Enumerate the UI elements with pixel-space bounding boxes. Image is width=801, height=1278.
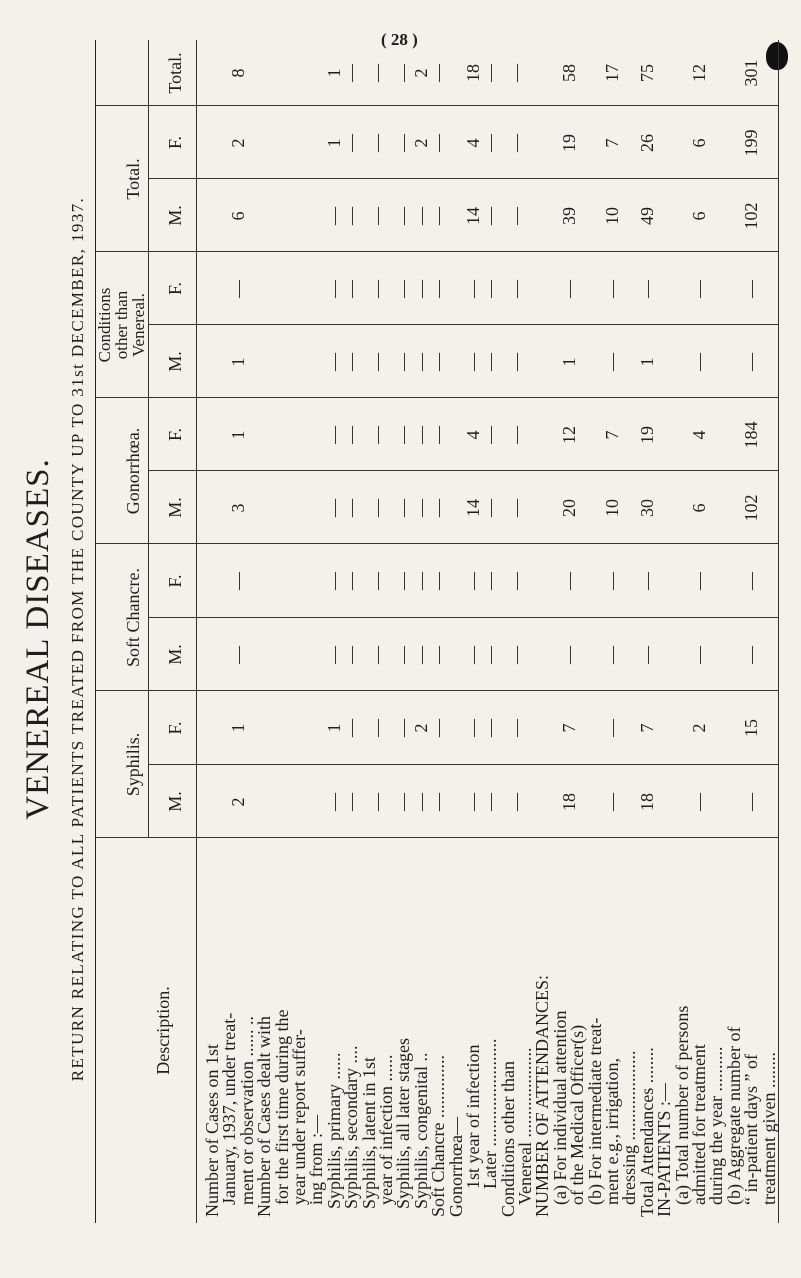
table-cell: — [410, 793, 431, 811]
table-cell: 14 [462, 207, 483, 225]
table-cell: 2 [410, 68, 431, 78]
table-cell: — [410, 646, 431, 664]
table-cell: 58 [558, 64, 579, 82]
table-cell: 184 [741, 421, 762, 449]
table-cell: — [741, 353, 762, 371]
table-cell: 102 [741, 202, 762, 230]
header-conditions-2: other than [112, 290, 131, 360]
table-cell: — [367, 280, 388, 298]
table-cell: — [410, 207, 431, 225]
description-line: (b) Aggregate number of [723, 1026, 744, 1205]
table-cell: — [393, 572, 414, 590]
table-cell: — [410, 572, 431, 590]
table-cell: 6 [689, 138, 710, 148]
table-cell: — [323, 280, 344, 298]
table-cell: 1 [228, 723, 249, 733]
table-cell: 12 [689, 64, 710, 82]
table-cell: — [410, 280, 431, 298]
table-cell: — [462, 353, 483, 371]
header-soft-chancre-m: M. [165, 644, 185, 665]
table-cell: 39 [558, 207, 579, 225]
table-cell: — [428, 719, 449, 737]
description-line: during the year .......... [706, 1046, 727, 1205]
col-rule [96, 105, 778, 106]
description-line: year of infection ...... [375, 1054, 396, 1205]
table-cell: — [393, 353, 414, 371]
table-cell: — [341, 207, 362, 225]
description-line: Syphilis, latent in 1st [358, 1056, 379, 1209]
bottom-rule [778, 40, 779, 1223]
table-cell: — [689, 793, 710, 811]
table-cell: — [323, 646, 344, 664]
table-cell: — [558, 572, 579, 590]
description-line: of the Medical Officer(s) [567, 1024, 588, 1205]
table-cell: 75 [636, 64, 657, 82]
col-rule [96, 690, 778, 691]
table-cell: 18 [558, 793, 579, 811]
table-cell: 7 [558, 723, 579, 733]
table-cell: — [393, 793, 414, 811]
table-cell: 4 [462, 430, 483, 440]
table-cell: — [341, 793, 362, 811]
description-line: Venereal .................... [515, 1047, 536, 1205]
table-cell: — [367, 353, 388, 371]
table-cell: — [558, 646, 579, 664]
table-cell: — [689, 572, 710, 590]
table-cell: — [636, 572, 657, 590]
description-line: for the first time during the [271, 1009, 292, 1205]
table-cell: 199 [741, 129, 762, 157]
description-line: Soft Chancre .............. [428, 1055, 449, 1217]
table-cell: 2 [410, 723, 431, 733]
table-cell: — [428, 353, 449, 371]
table-cell: — [428, 793, 449, 811]
description-line: Syphilis, secondary .... [341, 1045, 362, 1209]
description-line: (a) For individual attention [549, 1010, 570, 1205]
header-total: Total. [165, 52, 185, 94]
table-cell: 17 [602, 64, 623, 82]
header-syphilis-m: M. [165, 791, 185, 812]
table-cell: — [602, 280, 623, 298]
header-total-group: Total. [123, 158, 143, 200]
page-number: ( 28 ) [381, 30, 418, 49]
venereal-return-table [95, 40, 781, 1223]
table-cell: — [462, 572, 483, 590]
table-cell: — [323, 499, 344, 517]
table-cell: — [428, 280, 449, 298]
table-cell: 2 [410, 138, 431, 148]
table-cell: — [367, 646, 388, 664]
table-cell: 12 [558, 426, 579, 444]
table-cell: 7 [602, 138, 623, 148]
table-cell: 19 [558, 134, 579, 152]
col-rule [148, 764, 778, 765]
table-cell: — [393, 64, 414, 82]
table-cell: 3 [228, 503, 249, 513]
table-cell: 10 [602, 499, 623, 517]
header-syphilis: Syphilis. [123, 732, 143, 797]
table-cell: 1 [323, 723, 344, 733]
table-cell: — [636, 646, 657, 664]
table-cell: — [341, 64, 362, 82]
header-soft-chancre-f: F. [165, 574, 185, 588]
table-cell: — [341, 646, 362, 664]
table-cell: — [741, 280, 762, 298]
description-line: ing from :— [306, 1115, 327, 1205]
table-cell: 10 [602, 207, 623, 225]
table-cell: — [367, 207, 388, 225]
header-conditions-m: M. [165, 351, 185, 372]
table-cell: — [367, 572, 388, 590]
col-rule [148, 617, 778, 618]
table-cell: 6 [228, 211, 249, 221]
header-conditions-f: F. [165, 281, 185, 296]
table-cell: 4 [689, 430, 710, 440]
table-cell: 26 [636, 134, 657, 152]
table-cell: — [323, 207, 344, 225]
table-cell: — [393, 426, 414, 444]
table-cell: — [341, 426, 362, 444]
table-cell: — [367, 134, 388, 152]
table-cell: 4 [462, 138, 483, 148]
table-cell: — [393, 280, 414, 298]
table-cell: — [689, 353, 710, 371]
table-cell: — [506, 719, 527, 737]
page-title: VENEREAL DISEASES. [20, 458, 56, 820]
table-cell: — [228, 646, 249, 664]
table-cell: 15 [741, 719, 762, 737]
description-line: Conditions other than [497, 1061, 518, 1217]
description-line: Later ........................ [480, 1038, 501, 1189]
table-cell: 30 [636, 499, 657, 517]
header-syphilis-f: F. [165, 721, 185, 735]
description-line: year under report suffer- [288, 1029, 309, 1205]
table-cell: 2 [228, 797, 249, 807]
description-line: Syphilis, all later stages [393, 1038, 414, 1209]
table-cell: — [689, 646, 710, 664]
table-cell: — [323, 572, 344, 590]
table-cell: 18 [636, 793, 657, 811]
table-cell: — [506, 207, 527, 225]
table-cell: 1 [228, 430, 249, 440]
table-cell: — [323, 793, 344, 811]
table-cell: — [393, 499, 414, 517]
header-gonorrhoea: Gonorrhœa. [123, 427, 143, 515]
header-rule [196, 40, 197, 1223]
table-cell: — [741, 793, 762, 811]
table-cell: 6 [689, 503, 710, 513]
table-cell: — [480, 280, 501, 298]
table-cell: 20 [558, 499, 579, 517]
table-cell: 49 [636, 207, 657, 225]
table-cell: — [323, 353, 344, 371]
table-cell: — [462, 646, 483, 664]
table-cell: — [480, 793, 501, 811]
table-cell: — [428, 64, 449, 82]
col-rule [96, 397, 778, 398]
table-cell: — [367, 64, 388, 82]
table-cell: 1 [323, 138, 344, 148]
description-line: ment or observation ...... .. [236, 1016, 257, 1205]
table-cell: — [506, 353, 527, 371]
table-cell: — [506, 572, 527, 590]
col-rule [148, 178, 778, 179]
table-cell: — [480, 64, 501, 82]
table-cell: — [741, 646, 762, 664]
table-cell: — [558, 280, 579, 298]
table-cell: — [602, 572, 623, 590]
header-description: Description. [153, 986, 173, 1075]
description-line: Number of Cases on 1st [202, 1044, 222, 1217]
table-cell: — [410, 426, 431, 444]
table-cell: 2 [228, 138, 249, 148]
header-conditions-3: Venereal. [129, 293, 148, 357]
description-line: January, 1937, under treat- [219, 1012, 240, 1205]
table-cell: — [602, 353, 623, 371]
table-cell: 7 [602, 430, 623, 440]
description-line: Syphilis, primary ...... [323, 1052, 344, 1209]
table-cell: — [393, 134, 414, 152]
table-cell: — [341, 134, 362, 152]
description-line: “ in-patient days ” of [741, 1054, 762, 1205]
table-cell: — [506, 499, 527, 517]
table-cell: — [506, 426, 527, 444]
table-cell: 1 [636, 357, 657, 367]
table-cell: 14 [462, 499, 483, 517]
table-cell: — [393, 719, 414, 737]
col-rule [96, 837, 778, 838]
description-line: (a) Total number of persons [671, 1005, 692, 1205]
description-line: IN-PATIENTS :— [654, 1083, 675, 1217]
table-cell: — [506, 793, 527, 811]
col-rule [148, 470, 778, 471]
table-cell: — [506, 64, 527, 82]
table-cell: — [506, 280, 527, 298]
description-line: treatment given ........ [758, 1052, 779, 1205]
table-cell: 102 [741, 494, 762, 522]
table-cell: — [428, 499, 449, 517]
table-cell: — [741, 572, 762, 590]
table-cell: 18 [462, 64, 483, 82]
page-subtitle: RETURN RELATING TO ALL PATIENTS TREATED FROM THE COUNTY UP TO 31st DECEMBER, 1937. [68, 196, 87, 1082]
table-cell: 1 [558, 357, 579, 367]
description-line: NUMBER OF ATTENDANCES: [532, 974, 553, 1217]
table-cell: — [480, 353, 501, 371]
col-rule [96, 543, 778, 544]
table-cell: 6 [689, 211, 710, 221]
header-gonorrhoea-m: M. [165, 497, 185, 518]
description-line: (b) For intermediate treat- [584, 1017, 605, 1205]
table-cell: — [410, 499, 431, 517]
table-cell: — [480, 572, 501, 590]
table-cell: — [367, 719, 388, 737]
table-cell: — [462, 280, 483, 298]
description-line: Syphilis, congenital .. [410, 1052, 431, 1209]
table-cell: — [410, 353, 431, 371]
table-cell: — [506, 134, 527, 152]
col-rule [148, 324, 778, 325]
table-cell: — [602, 719, 623, 737]
table-cell: — [228, 572, 249, 590]
table-cell: — [428, 134, 449, 152]
table-cell: — [480, 134, 501, 152]
table-cell: — [367, 793, 388, 811]
table-cell: 19 [636, 426, 657, 444]
table-cell: — [462, 793, 483, 811]
header-soft-chancre: Soft Chancre. [123, 568, 143, 667]
description-line: Total Attendances ........ [636, 1047, 657, 1217]
table-cell: — [341, 719, 362, 737]
description-line: 1st year of infection [462, 1044, 483, 1189]
subheader-rule [148, 40, 149, 838]
table-cell: 1 [323, 68, 344, 78]
table-cell: — [341, 499, 362, 517]
table-cell: 8 [228, 68, 249, 78]
table-cell: — [480, 426, 501, 444]
table-cell: — [367, 499, 388, 517]
table-cell: — [602, 646, 623, 664]
table-cell: — [689, 280, 710, 298]
col-rule [96, 251, 778, 252]
table-cell: — [341, 353, 362, 371]
table-cell: — [480, 719, 501, 737]
table-cell: — [428, 572, 449, 590]
table-cell: — [428, 646, 449, 664]
table-cell: 1 [228, 357, 249, 367]
table-cell: — [323, 426, 344, 444]
table-cell: — [367, 426, 388, 444]
table-cell: 301 [741, 59, 762, 87]
header-gonorrhoea-f: F. [165, 427, 185, 442]
header-total-m: M. [165, 205, 185, 226]
table-cell: — [480, 207, 501, 225]
description-line: Number of Cases dealt with [254, 1016, 275, 1217]
description-line: dressing .................... [619, 1050, 640, 1205]
table-cell: — [506, 646, 527, 664]
table-cell: — [602, 793, 623, 811]
table-cell: — [393, 646, 414, 664]
table-cell: — [393, 207, 414, 225]
table-cell: — [428, 426, 449, 444]
table-cell: — [480, 646, 501, 664]
description-line: admitted for treatment [689, 1044, 710, 1205]
table-cell: — [480, 499, 501, 517]
table-cell: — [636, 280, 657, 298]
table-cell: — [341, 280, 362, 298]
description-line: ment e.g., irrigation, [602, 1058, 623, 1205]
header-conditions-1: Conditions [95, 287, 114, 363]
table-cell: — [228, 280, 249, 298]
table-cell: — [428, 207, 449, 225]
description-line: Gonorrhœa— [445, 1117, 466, 1217]
header-total-f: F. [165, 135, 185, 150]
table-cell: 7 [636, 723, 657, 733]
table-cell: — [462, 719, 483, 737]
table-cell: — [341, 572, 362, 590]
table-cell: 2 [689, 723, 710, 733]
